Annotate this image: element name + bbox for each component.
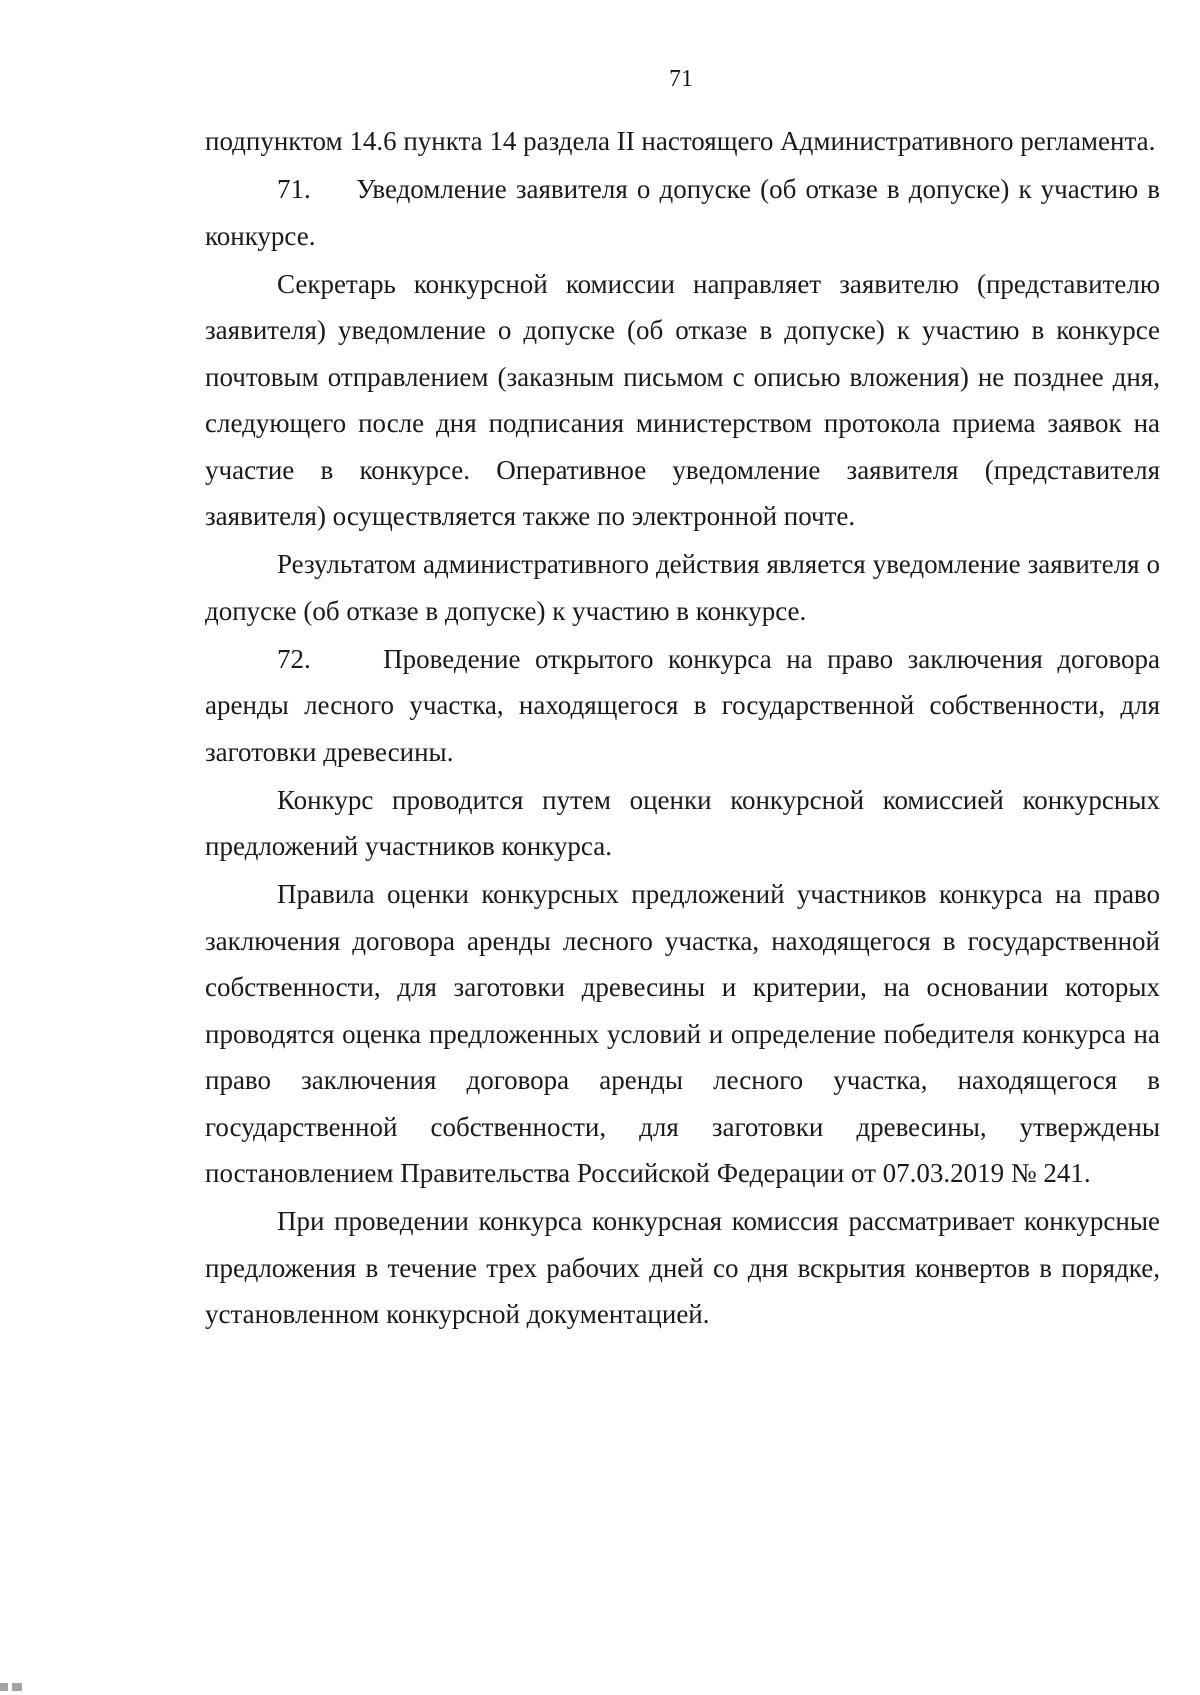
paragraph-item-72 [205,636,1160,776]
paragraph-text: Правила оценки конкурсных предложений участников конкурса на право заключения договора аренды лесного участка, находящегося в государственной собственности, для заготовки древесины и критерии, на основании которых проводятся оценка предложенных условий и определение победителя конкурса на право заключения договора аренды лесного участка, находящегося в государственной собственности, для заготовки древесины, утверждены постановлением Правительства Российской Федерации от 07.03.2019 № 241. [205,879,1160,1188]
paragraph [205,1198,1160,1338]
paragraph-text: Уведомление заявителя о допуске (об отказе в допуске) к участию в конкурсе. [205,174,1160,251]
paragraph [205,777,1160,870]
paragraph-text: подпунктом 14.6 пункта 14 раздела II настоящего Административного регламента. [205,126,1156,156]
paragraph [205,261,1160,540]
paragraph [205,541,1160,634]
paragraph-text: Проведение открытого конкурса на право заключения договора аренды лесного участка, находящегося в государственной собственности, для заготовки древесины. [205,643,1161,767]
paragraph-text: При проведении конкурса конкурсная комиссия рассматривает конкурсные предложения в течение трех рабочих дней со дня вскрытия конвертов в порядке, установленном конкурсной документацией. [205,1206,1160,1329]
paragraph-continuation [205,118,1160,165]
item-number: 72. [277,643,311,674]
item-number: 71. [277,174,311,204]
paragraph-text: Результатом административного действия является уведомление заявителя о допуске (об отказе в допуске) к участию в конкурсе. [205,549,1160,626]
document-body [205,118,1160,1339]
scan-artifact [0,1683,40,1691]
paragraph-text: Секретарь конкурсной комиссии направляет заявителю (представителю заявителя) уведомление о допуске (об отказе в допуске) к участию в конкурсе почтовым отправлением (заказным письмом с описью вложения) не позднее дня, следующего после дня подписания министерством протокола приема заявок на участие в конкурсе. Оперативное уведомление заявителя (представителя заявителя) осуществляется также по электронной почте. [205,268,1160,531]
paragraph-text: Конкурс проводится путем оценки конкурсной комиссией конкурсных предложений участников конкурса. [205,784,1160,861]
paragraph-item-71 [205,166,1160,259]
page-number: 71 [669,66,693,92]
paragraph [205,871,1160,1197]
